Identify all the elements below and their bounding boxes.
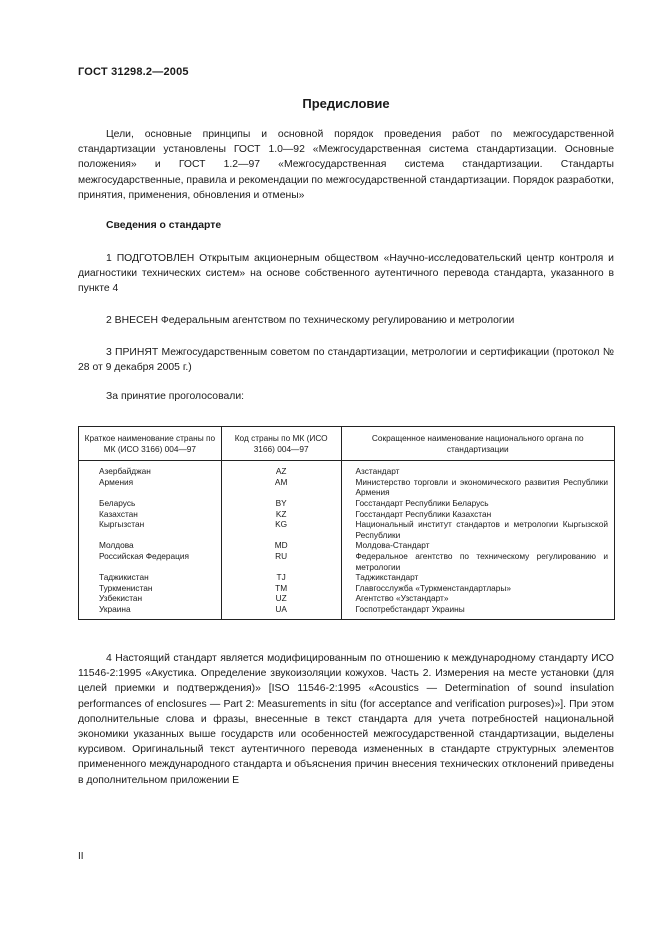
item-3-text: 3 ПРИНЯТ Межгосударственным советом по стандартизации, метрологии и сертификации (протокол № 28 от 9 декабря 2005 г.) — [78, 347, 614, 374]
item-1-text: 1 ПОДГОТОВЛЕН Открытым акционерным обществом «Научно-исследовательский центр контроля и диагностики технических систем» на основе собственного аутентичного перевода стандарта, указанного в пункте 4 — [78, 253, 614, 295]
table-row — [79, 509, 615, 520]
country-code: AM — [221, 477, 341, 498]
country-code: AZ — [221, 461, 341, 477]
country-name: Кыргызстан — [79, 519, 222, 540]
standards-body: Госстандарт Республики Казахстан — [341, 509, 615, 520]
item-3-paragraph — [78, 345, 614, 375]
item-1-paragraph — [78, 251, 614, 297]
page-number: II — [78, 851, 84, 862]
country-code: RU — [221, 551, 341, 572]
country-code: UA — [221, 604, 341, 619]
item-4-text: 4 Настоящий стандарт является модифицированным по отношению к международному стандарту ИСО 11546-2:1995 «Акустика. Определение звукоизоляции кожухов. Часть 2. Измерения на месте установки (для целей приемки и подтверждения)» [ISO 11546-2:1995 «Acoustics — Determination of sound insulation performances of enclosures — Part 2: Measurements in situ (for acceptance and verification purposes)»]. При этом дополнительные слова и фразы, внесенные в текст стандарта для учета потребностей национальной экономики указанных выше государств или особенностей межгосударственной стандартизации, выделены курсивом. Оригинальный текст аутентичного перевода измененных в стандарте структурных элементов примененного международного стандарта и объяснения причин внесения технических отклонений приведены в дополнительном приложении Е — [78, 653, 614, 786]
country-code: UZ — [221, 593, 341, 604]
item-2-text: 2 ВНЕСЕН Федеральным агентством по техническому регулированию и метрологии — [106, 315, 515, 326]
standards-body: Агентство «Узстандарт» — [341, 593, 615, 604]
standards-body: Азстандарт — [341, 461, 615, 477]
country-name: Украина — [79, 604, 222, 619]
country-name: Таджикистан — [79, 572, 222, 583]
standards-body: Госпотребстандарт Украины — [341, 604, 615, 619]
country-code: TM — [221, 583, 341, 594]
standards-body: Таджикстандарт — [341, 572, 615, 583]
intro-text: Цели, основные принципы и основной порядок проведения работ по межгосударственной стандартизации установлены ГОСТ 1.0—92 «Межгосударственная система стандартизации. Основные положения» и ГОСТ 1.2—97 «Межгосударственная система стандартизации. Стандарты межгосударственные, правила и рекомендации по межгосударственной стандартизации. Порядок разработки, принятия, применения, обновления и отмены» — [78, 129, 614, 201]
standards-bodies-table — [78, 426, 615, 620]
document-header: ГОСТ 31298.2—2005 — [78, 66, 189, 78]
country-name: Молдова — [79, 540, 222, 551]
item-2-paragraph — [78, 313, 614, 328]
table-row — [79, 519, 615, 540]
country-code: TJ — [221, 572, 341, 583]
info-heading: Сведения о стандарте — [106, 220, 222, 231]
standards-body: Федеральное агентство по техническому регулированию и метрологии — [341, 551, 615, 572]
table-row — [79, 593, 615, 604]
country-name: Узбекистан — [79, 593, 222, 604]
table-header-row — [79, 427, 615, 461]
country-name: Российская Федерация — [79, 551, 222, 572]
country-code: BY — [221, 498, 341, 509]
country-code: MD — [221, 540, 341, 551]
column-header-country: Краткое наименование страны по МК (ИСО 3166) 004—97 — [79, 427, 222, 461]
table-row — [79, 583, 615, 594]
table-row — [79, 498, 615, 509]
column-header-body: Сокращенное наименование национального органа по стандартизации — [341, 427, 615, 461]
section-title: Предисловие — [302, 96, 390, 111]
standards-body: Главгосслужба «Туркменстандартлары» — [341, 583, 615, 594]
table-row — [79, 540, 615, 551]
table-row — [79, 477, 615, 498]
country-name: Азербайджан — [79, 461, 222, 477]
country-code: KG — [221, 519, 341, 540]
column-header-code: Код страны по МК (ИСО 3166) 004—97 — [221, 427, 341, 461]
country-name: Армения — [79, 477, 222, 498]
item-4-paragraph — [78, 651, 614, 788]
table-row — [79, 572, 615, 583]
table-row — [79, 461, 615, 477]
country-name: Беларусь — [79, 498, 222, 509]
country-name: Казахстан — [79, 509, 222, 520]
standards-body: Национальный институт стандартов и метрологии Кыргызской Республики — [341, 519, 615, 540]
country-code: KZ — [221, 509, 341, 520]
table-row — [79, 604, 615, 619]
intro-paragraph — [78, 127, 614, 203]
table-row — [79, 551, 615, 572]
voted-label: За принятие проголосовали: — [106, 391, 245, 402]
standards-body: Молдова-Стандарт — [341, 540, 615, 551]
country-name: Туркменистан — [79, 583, 222, 594]
standards-body: Министерство торговли и экономического развития Республики Армения — [341, 477, 615, 498]
standards-body: Госстандарт Республики Беларусь — [341, 498, 615, 509]
table-body — [79, 461, 615, 619]
